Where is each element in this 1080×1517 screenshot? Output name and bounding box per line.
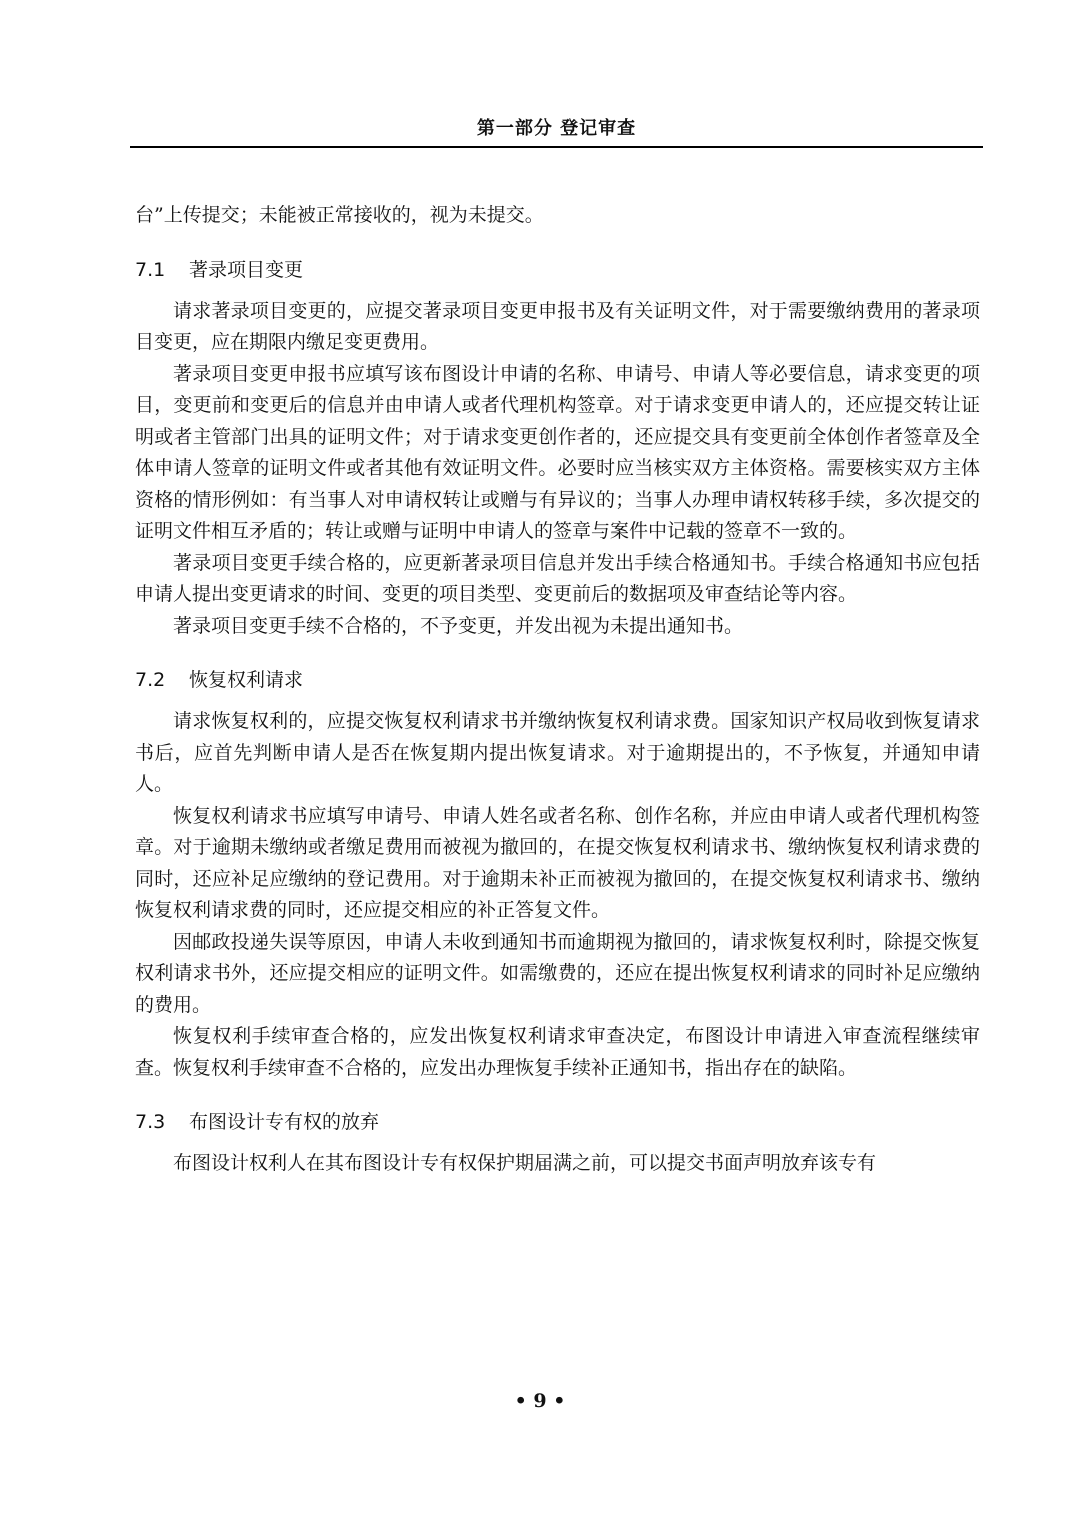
- paragraph: 因邮政投递失误等原因，申请人未收到通知书而逾期视为撤回的，请求恢复权利时，除提交恢复权利请求书外，还应提交相应的证明文件。如需缴费的，还应在提出恢复权利请求的同时补足应缴纳的费用。: [135, 930, 980, 1016]
- paragraph: 请求著录项目变更的，应提交著录项目变更申报书及有关证明文件，对于需要缴纳费用的著录项目变更，应在期限内缴足变更费用。: [135, 299, 980, 353]
- section-heading-7-1: [135, 254, 980, 286]
- paragraph: 著录项目变更手续不合格的，不予变更，并发出视为未提出通知书。: [173, 614, 744, 637]
- paragraph: 布图设计权利人在其布图设计专有权保护期届满之前，可以提交书面声明放弃该专有: [173, 1152, 877, 1174]
- section-title: 布图设计专有权的放弃: [189, 1111, 380, 1133]
- section-title: 著录项目变更: [189, 258, 304, 281]
- section-title: 恢复权利请求: [189, 669, 304, 691]
- page-number: • 9 •: [514, 1390, 566, 1412]
- paragraph: 恢复权利手续审查合格的，应发出恢复权利请求审查决定，布图设计申请进入审查流程继续审查。恢复权利手续审查不合格的，应发出办理恢复手续补正通知书，指出存在的缺陷。: [135, 1025, 980, 1079]
- section-heading-7-2: [135, 664, 980, 696]
- paragraph: 恢复权利请求书应填写申请号、申请人姓名或者名称、创作名称，并应由申请人或者代理机构签章。对于逾期未缴纳或者缴足费用而被视为撤回的，在提交恢复权利请求书、缴纳恢复权利请求费的同时，还应补足应缴纳的登记费用。对于逾期未补正而被视为撤回的，在提交恢复权利请求书、缴纳恢复权利请求费的同时，还应提交相应的补正答复文件。: [135, 804, 980, 921]
- paragraph: 请求恢复权利的，应提交恢复权利请求书并缴纳恢复权利请求费。国家知识产权局收到恢复请求书后，应首先判断申请人是否在恢复期内提出恢复请求。对于逾期提出的，不予恢复，并通知申请人。: [135, 710, 980, 795]
- paragraph: 著录项目变更申报书应填写该布图设计申请的名称、申请号、申请人等必要信息，请求变更的项目，变更前和变更后的信息并由申请人或者代理机构签章。对于请求变更申请人的，还应提交转让证明或者主管部门出具的证明文件；对于请求变更创作者的，还应提交具有变更前全体创作者签章及全体申请人签章的证明文件或者其他有效证明文件。必要时应当核实双方主体资格。需要核实双方主体资格的情形例如：有当事人对申请权转让或赠与有异议的；当事人办理申请权转移手续，多次提交的证明文件相互矛盾的；转让或赠与证明中申请人的签章与案件中记载的签章不一致的。: [135, 362, 980, 542]
- header-divider: [130, 146, 983, 148]
- section-number: 7.1: [135, 258, 166, 281]
- section-number: 7.3: [135, 1111, 166, 1133]
- paragraph: 著录项目变更手续合格的，应更新著录项目信息并发出手续合格通知书。手续合格通知书应包括申请人提出变更请求的时间、变更的项目类型、变更前后的数据项及审查结论等内容。: [135, 551, 980, 605]
- document-body: [135, 200, 980, 1180]
- section-number: 7.2: [135, 669, 166, 691]
- section-heading-7-3: [135, 1106, 980, 1138]
- intro-paragraph: 台”上传提交；未能被正常接收的，视为未提交。: [135, 204, 544, 226]
- running-header: 第一部分 登记审查: [476, 118, 637, 139]
